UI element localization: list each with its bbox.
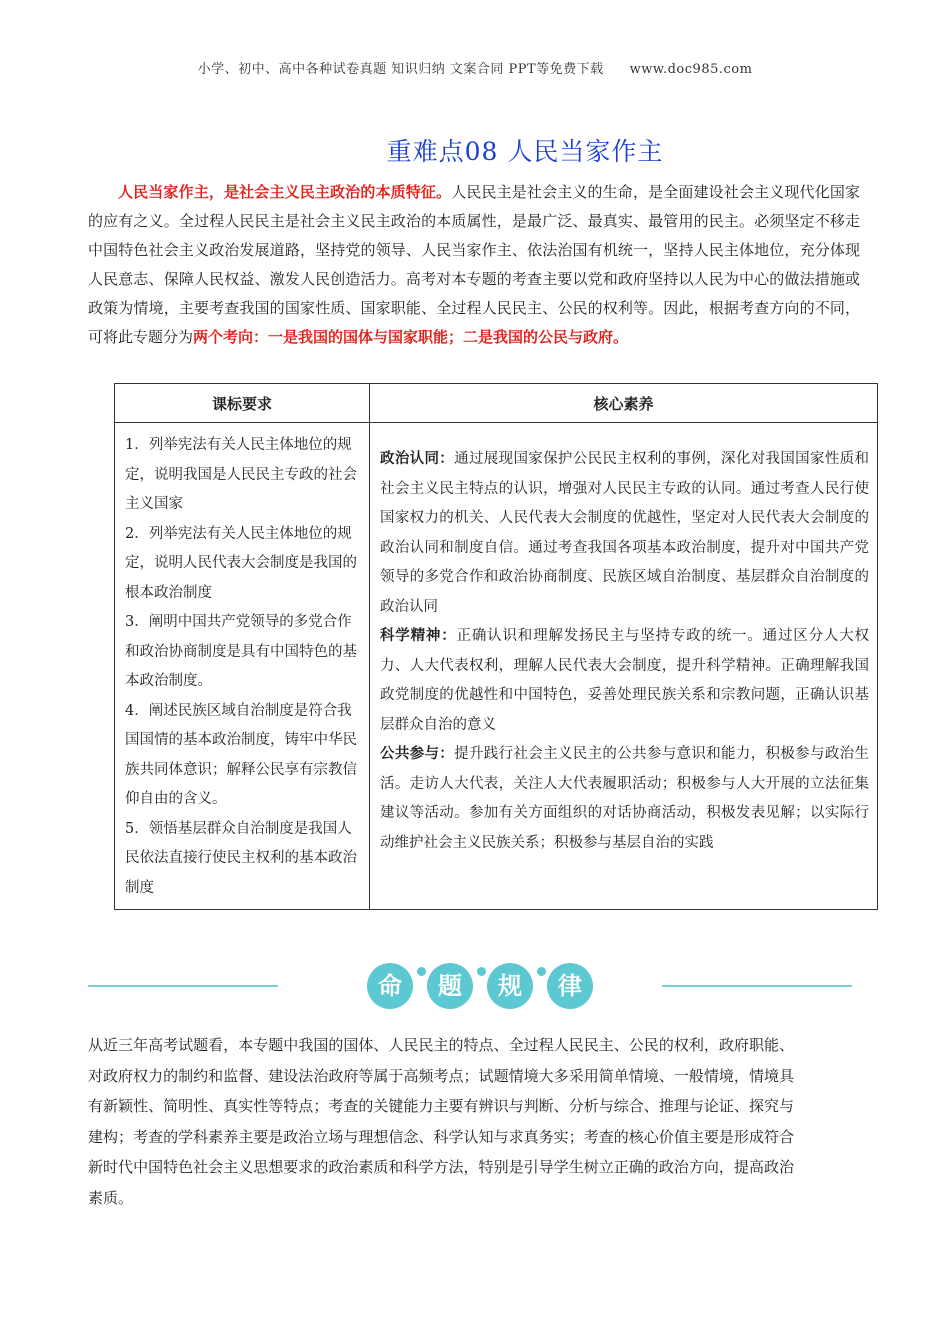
literacy-item — [380, 445, 869, 622]
badge-char: 规 — [487, 963, 533, 1009]
intro-body: 人民民主是社会主义的生命，是全面建设社会主义现代化国家的应有之义。全过程人民民主是社会主义民主政治的本质属性，是最广泛、最真实、最管用的民主。必须坚定不移走中国特色社会主义政治发展道路，坚持党的领导、人民当家作主、依法治国有机统一，坚持人民主体地位，充分体现人民意志、保障人民权益、激发人民创造活力。高考对本专题的考查主要以党和政府坚持以人民为中心的做法措施或政策为情境，主要考查我国的国家性质、国家职能、全过程人民民主、公民的权利等。因此，根据考查方向的不同，可将此专题分为 — [88, 183, 860, 346]
badge-dot — [537, 967, 546, 976]
literacy-text: 通过展现国家保护公民民主权利的事例，深化对我国国家性质和社会主义民主特点的认识，增强对人民民主专政的认同。通过考查人民行使国家权力的机关、人民代表大会制度的优越性，坚定对人民代表大会制度的政治认同和制度自信。通过考查我国各项基本政治制度，提升对中国共产党领导的多党合作和政治协商制度、民族区域自治制度、基层群众自治制度的政治认同 — [380, 451, 869, 615]
requirement-item: 1．列举宪法有关人民主体地位的规定，说明我国是人民民主专政的社会主义国家 — [125, 437, 357, 512]
requirements-cell — [115, 423, 370, 910]
literacy-text: 提升践行社会主义民主的公共参与意识和能力，积极参与政治生活。走访人大代表，关注人大代表履职活动；积极参与人大开展的立法征集建议等活动。参加有关方面组织的对话协商活动，积极发表见解；以实际行动维护社会主义民族关系；积极参与基层自治的实践 — [380, 746, 869, 851]
literacy-label: 政治认同： — [380, 451, 455, 467]
requirement-item: 4．阐述民族区域自治制度是符合我国国情的基本政治制度，铸牢中华民族共同体意识；解释公民享有宗教信仰自由的含义。 — [125, 702, 357, 807]
badge-char: 律 — [547, 963, 593, 1009]
literacy-item — [380, 740, 869, 858]
requirement-item: 3．阐明中国共产党领导的多党合作和政治协商制度是具有中国特色的基本政治制度。 — [125, 614, 357, 689]
literacy-cell — [370, 423, 878, 910]
header-text: 小学、初中、高中各种试卷真题 知识归纳 文案合同 PPT等免费下载 — [197, 62, 604, 77]
col-header-literacy: 核心素养 — [370, 384, 878, 423]
requirements-table — [114, 383, 878, 910]
page-title: 重难点08 人民当家作主 — [386, 137, 664, 166]
header-site: www.doc985.com — [629, 62, 753, 77]
intro-tail: 两个考向：一是我国的国体与国家职能；二是我国的公民与政府。 — [193, 328, 629, 346]
badge-char: 命 — [367, 963, 413, 1009]
page-header — [0, 58, 950, 77]
literacy-text: 正确认识和理解发扬民主与坚持专政的统一。通过区分人大权力、人大代表权利，理解人民代表大会制度，提升科学精神。正确理解我国政党制度的优越性和中国特色，妥善处理民族关系和宗教问题，正确认识基层群众自治的意义 — [380, 628, 870, 733]
requirement-item: 2．列举宪法有关人民主体地位的规定，说明人民代表大会制度是我国的根本政治制度 — [125, 525, 357, 601]
badge-dot — [477, 967, 486, 976]
intro-lead: 人民当家作主，是社会主义民主政治的本质特征。 — [118, 183, 452, 201]
intro-paragraph — [88, 178, 860, 352]
literacy-label: 公共参与： — [380, 746, 455, 762]
badge-dot — [417, 967, 426, 976]
section-badge — [367, 963, 597, 1009]
badge-char: 题 — [427, 963, 473, 1009]
section-divider-left — [88, 985, 278, 987]
col-header-requirements: 课标要求 — [115, 384, 370, 423]
requirement-item: 5．领悟基层群众自治制度是我国人民依法直接行使民主权利的基本政治制度 — [125, 820, 357, 896]
literacy-label: 科学精神： — [380, 628, 457, 644]
literacy-item — [380, 622, 869, 740]
section-paragraph: 从近三年高考试题看，本专题中我国的国体、人民民主的特点、全过程人民民主、公民的权利，政府职能、对政府权力的制约和监督、建设法治政府等属于高频考点；试题情境大多采用简单情境、一般情境，情境具有新颖性、简明性、真实性等特点；考查的关键能力主要有辨识与判断、分析与综合、推理与论证、探究与建构；考查的学科素养主要是政治立场与理想信念、科学认知与求真务实；考查的核心价值主要是形成符合新时代中国特色社会主义思想要求的政治素质和科学方法，特别是引导学生树立正确的政治方向，提高政治素质。 — [88, 1036, 794, 1207]
section-divider-right — [662, 985, 852, 987]
